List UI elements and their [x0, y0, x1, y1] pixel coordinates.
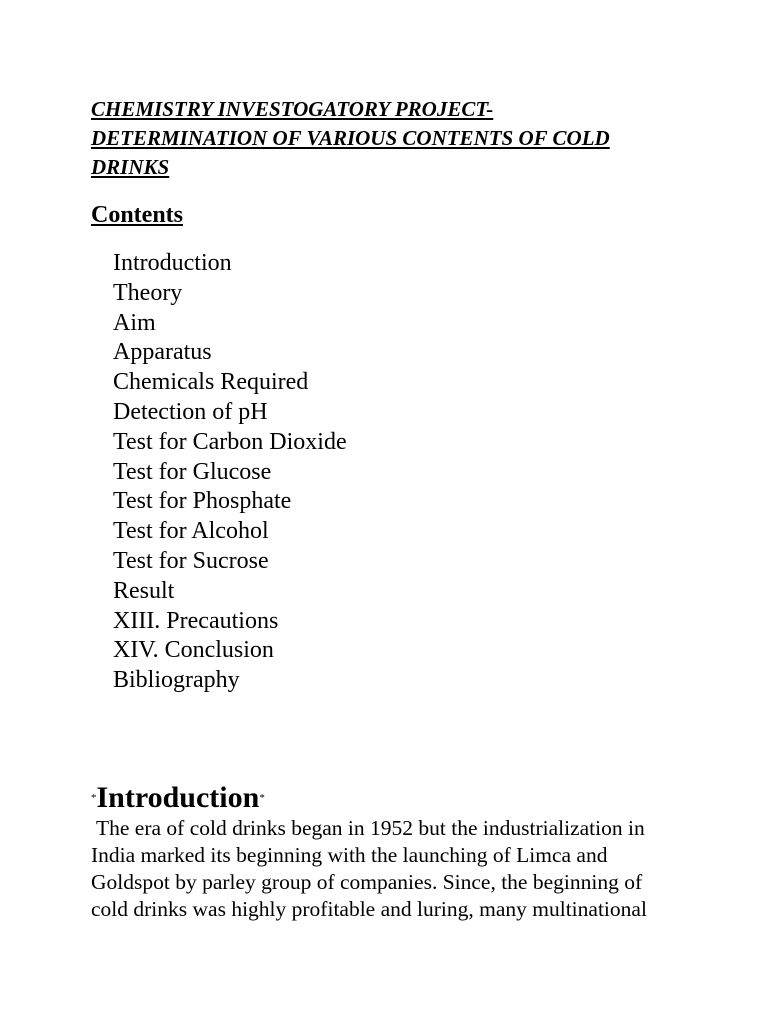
contents-item: Introduction	[113, 250, 232, 276]
contents-item: Test for Alcohol	[113, 518, 269, 545]
project-title-line-2: DETERMINATION OF VARIOUS CONTENTS OF COLD	[91, 126, 610, 150]
contents-item: Result	[113, 577, 175, 604]
contents-item: XIII. Precautions	[113, 607, 279, 634]
contents-item: Test for Phosphate	[113, 488, 292, 515]
contents-item: Aim	[113, 309, 156, 336]
introduction-heading	[91, 779, 265, 817]
project-title-line-3: DRINKS	[91, 155, 170, 179]
project-title-line-1: CHEMISTRY INVESTOGATORY PROJECT-	[91, 97, 494, 121]
contents-item: Test for Glucose	[113, 458, 272, 485]
contents-item: Bibliography	[113, 667, 240, 694]
paragraph-line: Goldspot by parley group of companies. Since, the beginning of	[91, 870, 643, 894]
contents-heading: Contents	[91, 202, 184, 228]
contents-item: Theory	[113, 279, 183, 306]
contents-item: Apparatus	[113, 339, 212, 366]
introduction-paragraph	[91, 815, 681, 923]
heading-star-right: *	[259, 792, 265, 804]
paragraph-line: India marked its beginning with the launching of Limca and	[91, 843, 608, 867]
contents-item: Chemicals Required	[113, 369, 309, 396]
heading-star-left: *	[91, 792, 97, 804]
introduction-heading-text: Introduction	[96, 781, 260, 814]
contents-item: Test for Carbon Dioxide	[113, 428, 347, 455]
contents-list	[113, 249, 347, 696]
paragraph-line: cold drinks was highly profitable and luring, many multinational	[91, 897, 647, 921]
project-title	[91, 95, 691, 182]
paragraph-line: The era of cold drinks began in 1952 but the industrialization in	[91, 816, 645, 840]
contents-item: Test for Sucrose	[113, 547, 269, 574]
contents-item: Detection of pH	[113, 398, 268, 425]
contents-item: XIV. Conclusion	[113, 637, 274, 664]
